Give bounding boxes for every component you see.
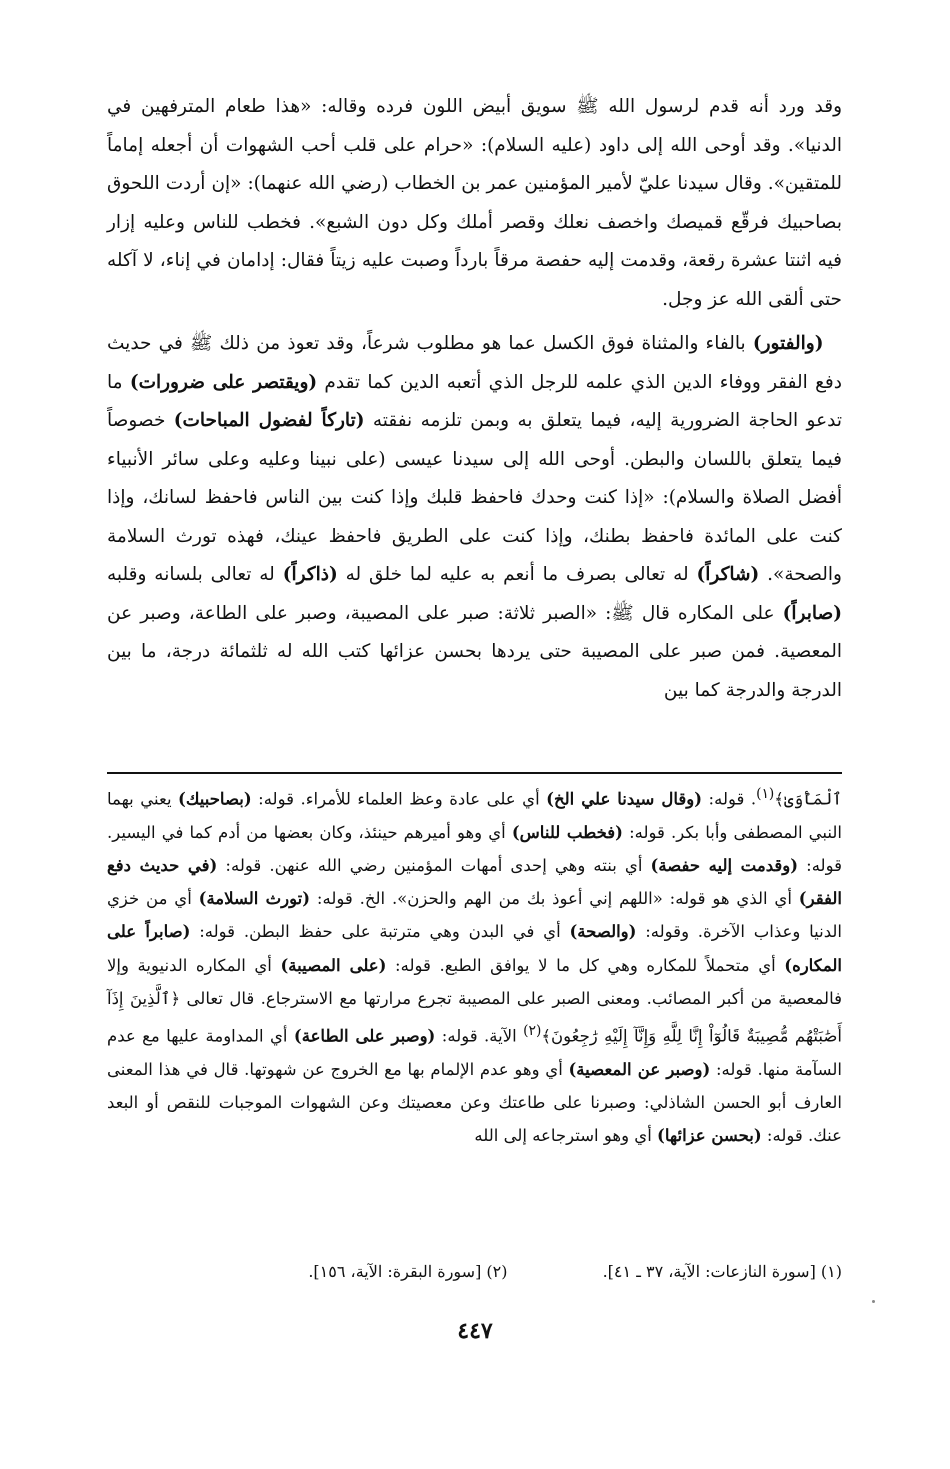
main-text-run: بالفاء والمثناة فوق الكسل عما هو مطلوب شرعاً، وقد تعوذ من ذلك ﷺ في حديث دفع الفقر ووفاء الدين الذي علمه للرجل الذي أتعبه الدين كما تقدم: [107, 333, 842, 393]
commentary-run: أي في البدن وهي مترتبة على حفظ البطن. قوله:: [190, 922, 570, 942]
commentary-run: أي وهو استرجاعه إلى الله: [474, 1126, 658, 1146]
commentary-block: [107, 778, 842, 1152]
footnote-ref-1[interactable]: (١): [756, 786, 775, 802]
footnotes: [107, 1260, 842, 1284]
commentary-run: ٱلْمَأْوَىٰ﴾: [774, 789, 842, 809]
commentary-term: (بصاحبيك): [178, 789, 252, 809]
commentary-separator: [107, 772, 842, 774]
commentary-term: (وصبر عن المعصية): [568, 1059, 711, 1079]
footnote-2: (٢) [سورة البقرة: الآية، ١٥٦].: [308, 1262, 508, 1281]
commentary-paragraph: [107, 778, 842, 1152]
commentary-run: أي متحملاً للمكاره وهي كل ما لا يوافق الطبع. قوله:: [386, 955, 785, 975]
main-text-run: له تعالى بلسانه وقلبه: [107, 564, 283, 585]
commentary-run: أي وهو أميرهم حينئذ، وكان بعضها من أدم كما في اليسير. قوله:: [107, 822, 842, 875]
commentary-run: أي من خزي الدنيا وعذاب الآخرة. وقوله:: [107, 889, 842, 942]
commentary-term: (بحسن عزائها): [657, 1126, 762, 1146]
term-fatoor: (والفتور): [752, 333, 824, 354]
main-line-5: فخطب للناس وعليه إزار فيه اثنتا عشرة رقعة، وقدمت إليه حفصة مرقاً بارداً وصبت عليه: [107, 211, 842, 271]
main-text-run: ما تدعو الحاجة الضرورية إليه، فيما يتعلق به وبمن تلزمه نفقته: [107, 371, 842, 431]
main-line-6: زيتاً فقال: إدامان في إناء، لا آكله حتى ألقى الله عز وجل.: [107, 250, 842, 310]
main-text-run: له تعالى بصرف ما أنعم به عليه لما خلق له: [337, 564, 697, 585]
term-dhakiran: (ذاكراً): [282, 564, 338, 585]
main-paragraph-1: [107, 88, 842, 319]
commentary-run: أي وهو عدم الإلمام بها مع الخروج عن شهوتها. قال في هذا المعنى العارف أبو الحسن الشاذلي: وصبرنا على طاعتك وعن معصيتك وعن الشهوات الموجبات للنقص أو البعد عنك. قوله:: [107, 1059, 842, 1146]
commentary-run: يعني بهما النبي المصطفى وأبا بكر. قوله:: [107, 789, 843, 842]
commentary-term: (في حديث دفع الفقر): [107, 855, 842, 909]
commentary-run: أي الذي هو قوله: «اللهم إني أعوذ بك من الهم والحزن». الخ. قوله:: [310, 889, 799, 909]
term-sabiran: (صابراً): [782, 602, 842, 624]
page-number: ٤٤٧: [457, 1318, 493, 1344]
footnote-ref-2[interactable]: (٢): [523, 1022, 542, 1039]
scan-mark: [872, 1300, 875, 1303]
commentary-term: (صابراً على المكاره): [107, 922, 842, 975]
commentary-term: (وصبر على الطاعة): [293, 1026, 436, 1046]
commentary-run: أي المكاره الدنيوية وإلا فالمعصية من أكبر المصائب. ومعنى الصبر على المصيبة تجرع مرارتها مع الاسترجاع. قال تعالى ﴿ٱلَّذِينَ إِذَآ أَصَٰبَتْهُم مُّصِيبَةٌ قَالُوٓاْ إِنَّا لِلَّهِ وَإِنَّآ إِلَيْهِ رَٰجِعُونَ﴾: [107, 955, 842, 1046]
main-text-block: [107, 88, 842, 710]
commentary-run: أي المداومة عليها مع عدم السآمة منها. قوله:: [107, 1026, 842, 1079]
footnote-1: (١) [سورة النازعات: الآية، ٣٧ ـ ٤١].: [602, 1262, 842, 1281]
term-tarikan: (تاركاً لفضول المباحات): [173, 410, 365, 431]
commentary-run: الآية. قوله:: [435, 1026, 524, 1046]
main-text-run: خصوصاً فيما يتعلق باللسان والبطن. أوحى الله إلى سيدنا عيسى (على نبينا وعليه وعلى سائر الأنبياء أفضل الصلاة والسلام): «إذا كنت وحدك فاحفظ قلبك وإذا كنت بين الناس فاحفظ لسانك، وإذا كنت على المائدة فاحفظ بطنك، وإذا كنت على الطريق فاحفظ عينك، فهذه تورث السلامة والصحة».: [107, 410, 842, 585]
commentary-term: (تورث السلامة): [198, 889, 311, 909]
main-line-4: أردت اللحوق بصاحبيك فرقّع قميصك واخصف نعلك وقصر أملك وكل دون الشبع».: [107, 173, 843, 233]
main-line-3: إماماً للمتقين». وقال سيدنا عليّ لأمير المؤمنين عمر بن الخطاب (رضي الله عنهما): «إن: [107, 134, 842, 194]
term-shakiran: (شاكراً): [696, 564, 760, 585]
main-line-1: وقد ورد أنه قدم لرسول الله ﷺ سويق أبيض اللون فرده وقاله: «هذا طعام المترفهين في: [107, 96, 842, 117]
commentary-term: (فخطب للناس): [511, 822, 623, 842]
main-text-run: على المكاره قال ﷺ: «الصبر ثلاثة: صبر على المصيبة، وصبر على الطاعة، وصبر عن المعصية. فمن صبر على المصيبة حتى يردها بحسن عزائها كتب الله له ثلثمائة درجة، ما بين الدرجة والدرجة كما بين: [107, 602, 842, 701]
term-yaqtasir: (ويقتصر على ضرورات): [129, 371, 318, 393]
commentary-run: أي بنته وهي إحدى أمهات المؤمنين رضي الله عنهن. قوله:: [217, 855, 651, 875]
commentary-term: (والصحة): [569, 922, 637, 942]
commentary-term: (وقدمت إليه حفصة): [650, 855, 799, 875]
commentary-run: أي على عادة وعظ العلماء للأمراء. قوله:: [251, 789, 547, 809]
main-line-2: الدنيا». وقد أوحى الله إلى داود (عليه السلام): «حرام على قلب أحب الشهوات أن أجعله: [150, 134, 842, 156]
commentary-term: (وقال سيدنا علي الخ): [546, 789, 703, 809]
main-paragraph-2: [107, 325, 842, 710]
commentary-term: (على المصيبة): [280, 955, 387, 975]
commentary-run: . قوله:: [702, 789, 757, 809]
